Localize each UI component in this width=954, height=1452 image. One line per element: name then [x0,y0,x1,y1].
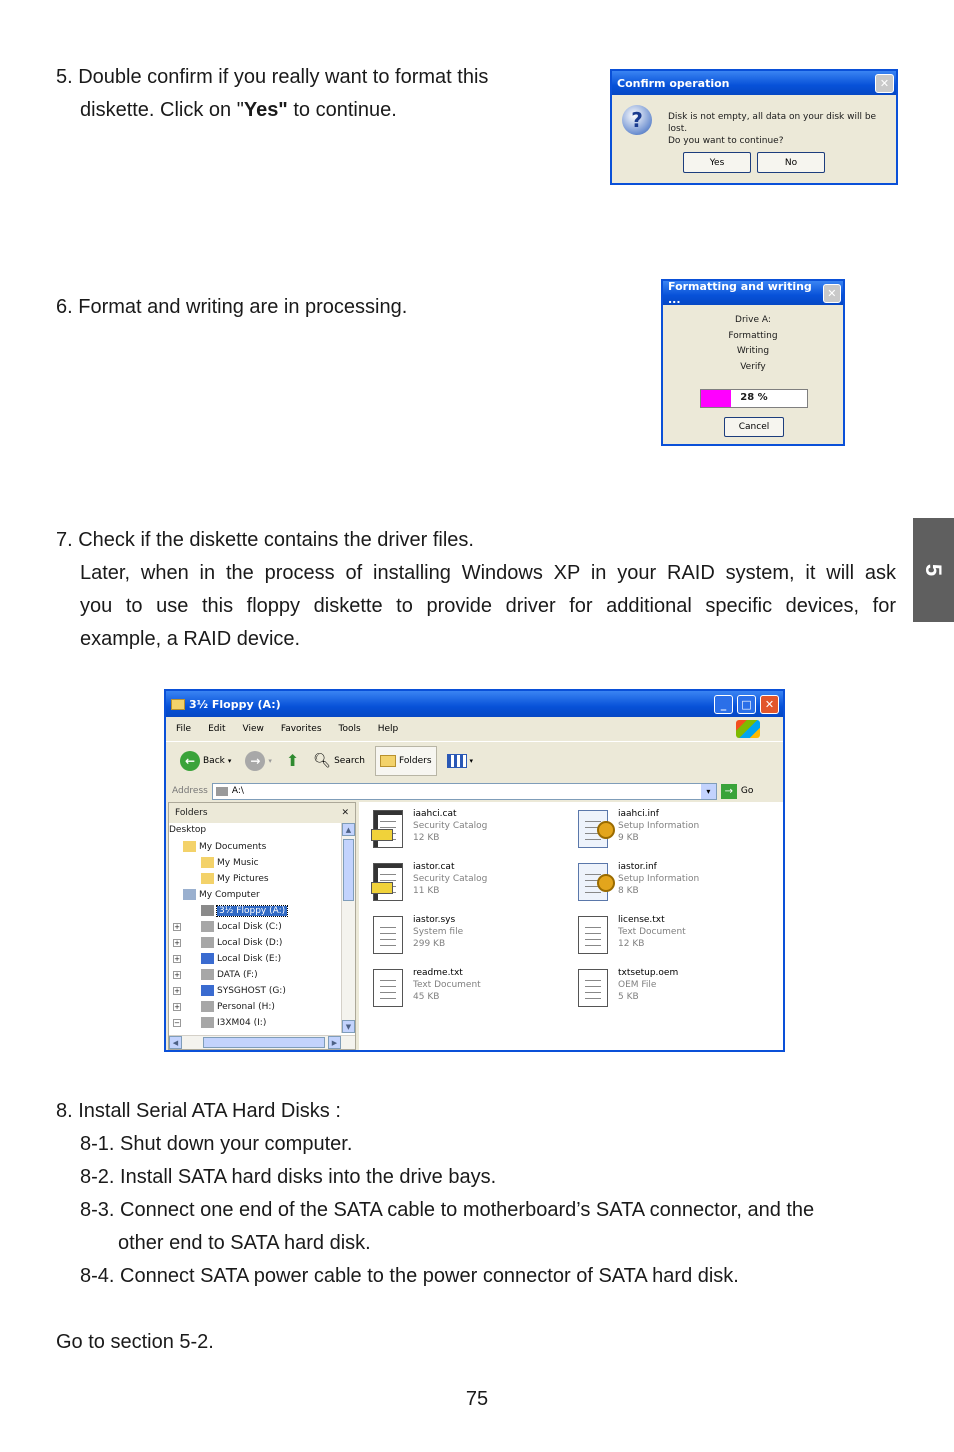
menu-help[interactable]: Help [377,724,399,734]
file-name: iaahci.inf [618,809,659,819]
expand-icon[interactable]: + [174,938,180,947]
step7-line4: example, a RAID device. [80,628,301,650]
up-folder-icon: ⬆ [285,751,300,770]
folders-pane-title: Folders [175,808,208,818]
scroll-right-icon[interactable]: ▶ [328,1036,341,1049]
drive-icon [201,1001,214,1012]
close-icon[interactable]: ✕ [875,74,894,93]
dialog-message-line2: Do you want to continue? [668,136,784,146]
text-file-icon [574,914,612,956]
forward-button[interactable] [241,746,276,776]
tree-item[interactable] [201,905,287,916]
text-file-icon [369,967,407,1009]
file-item[interactable] [369,967,481,1009]
file-size: 9 KB [618,833,639,843]
dialog-message-line1: Disk is not empty, all data on your disk will be lost. [668,112,877,134]
go-label[interactable]: Go [740,786,754,796]
file-item[interactable] [369,914,463,956]
file-type: Security Catalog [413,874,488,884]
address-bar [166,781,783,801]
status-writing: Writing [736,346,770,356]
tree-item-label: I3XM04 (I:) [217,1017,267,1028]
toolbar [166,741,783,779]
no-button[interactable]: No [757,152,825,173]
tree-item-label: My Music [217,857,259,868]
status-verify: Verify [740,361,766,372]
dropdown-arrow-icon: ▾ [469,756,474,765]
file-item[interactable] [574,914,686,956]
folders-pane [168,802,356,1050]
files-pane [359,802,783,1050]
tree-item[interactable] [201,857,259,868]
floppy-drive-icon [216,787,228,796]
back-button[interactable] [176,746,235,776]
question-icon: ? [622,105,652,135]
menu-tools[interactable]: Tools [338,724,361,734]
tree-item-label: My Computer [199,889,260,900]
tree-item[interactable] [201,873,269,884]
status-formatting: Formatting [728,330,778,341]
step7-line2: Later, when in the process of installing Windows XP in your RAID system, it will ask [80,562,896,584]
collapse-icon[interactable]: − [174,1018,180,1027]
drive-icon [201,1017,214,1028]
up-button[interactable] [282,746,303,776]
close-icon[interactable]: ✕ [823,284,841,303]
dialog-titlebar [612,71,896,95]
page-number: 75 [465,1388,489,1410]
file-type: Text Document [413,980,481,990]
dialog-titlebar [663,281,843,305]
file-size: 11 KB [413,886,440,896]
folders-icon [380,755,396,767]
file-item[interactable] [369,861,487,903]
forward-arrow-icon: → [245,751,265,771]
address-input[interactable] [212,783,717,800]
step8-line4: 8-3. Connect one end of the SATA cable to motherboard’s SATA connector, and the [80,1199,815,1221]
chapter-tab: 5 [913,518,954,622]
tree-item[interactable] [174,921,282,932]
catalog-file-icon [369,861,407,903]
dropdown-arrow-icon: ▾ [268,756,272,765]
tree-item-label: Desktop [169,825,207,835]
system-file-icon [369,914,407,956]
dropdown-arrow-icon: ▾ [227,756,232,765]
file-type: OEM File [618,980,657,990]
file-name: readme.txt [413,968,463,978]
file-type: Setup Information [618,874,700,884]
step7-line1: 7. Check if the diskette contains the driver files. [56,529,474,551]
drive-icon [201,921,214,932]
back-label: Back [203,755,225,766]
tree-item-label: Local Disk (C:) [217,921,282,932]
address-label: Address [172,786,208,796]
menu-favorites[interactable]: Favorites [280,724,322,734]
file-item[interactable] [574,861,699,903]
file-item[interactable] [369,808,487,850]
minimize-icon[interactable]: _ [714,695,733,714]
folder-icon [171,699,185,710]
dialog-title: Formatting and writing ... [668,280,812,306]
file-name: iastor.cat [413,862,455,872]
cancel-button[interactable]: Cancel [724,417,784,437]
folder-icon [183,841,196,852]
step5-line2: diskette. Click on "Yes" to continue. [80,99,397,121]
formatting-dialog [661,279,845,446]
file-item[interactable] [574,967,678,1009]
folder-tree [169,823,341,1033]
status-drive: Drive A: [735,315,771,325]
step8-line5: other end to SATA hard disk. [118,1232,371,1254]
tree-item-label: 3½ Floppy (A:) [219,905,286,916]
file-type: Security Catalog [413,821,488,831]
chevron-down-icon[interactable]: ▾ [701,784,716,799]
tree-item[interactable] [174,953,282,964]
search-button[interactable] [309,746,369,776]
tree-item[interactable] [174,969,258,980]
file-name: iaahci.cat [413,809,457,819]
menu-file[interactable]: File [176,724,192,734]
drive-icon [201,985,214,996]
file-size: 45 KB [413,992,440,1002]
window-title: 3½ Floppy (A:) [189,697,281,711]
expand-icon[interactable]: + [174,986,180,995]
catalog-file-icon [369,808,407,850]
vertical-scrollbar[interactable] [341,823,355,1033]
yes-button[interactable]: Yes [683,152,751,173]
file-type: Setup Information [618,821,700,831]
expand-icon[interactable]: + [174,1002,180,1011]
step8-line3: 8-2. Install SATA hard disks into the drive bays. [80,1166,497,1188]
explorer-titlebar [166,691,783,717]
folder-icon [201,857,214,868]
drive-icon [201,969,214,980]
expand-icon[interactable]: + [174,922,180,931]
scroll-thumb[interactable] [203,1037,325,1048]
tree-item-label: Local Disk (D:) [217,937,283,948]
setup-info-file-icon [574,861,612,903]
scroll-down-icon[interactable]: ▼ [342,1020,355,1033]
file-name: license.txt [618,915,665,925]
scroll-up-icon[interactable]: ▲ [342,823,355,836]
file-type: System file [413,927,464,937]
step8-line1: 8. Install Serial ATA Hard Disks : [56,1100,341,1122]
search-icon: 🔍︎ [313,752,332,769]
step7-line3: you to use this floppy diskette to provide driver for additional specific devices, for [80,595,896,617]
explorer-window [164,689,785,1052]
folder-icon [201,873,214,884]
tree-item-label: DATA (F:) [217,969,258,980]
folders-label: Folders [399,755,432,766]
file-size: 12 KB [413,833,440,843]
file-name: iastor.sys [413,915,456,925]
drive-icon [201,937,214,948]
file-size: 12 KB [618,939,645,949]
drive-icon [201,953,214,964]
file-item[interactable] [574,808,699,850]
views-icon [447,754,467,768]
tree-item-label: Local Disk (E:) [217,953,282,964]
confirm-operation-dialog [610,69,898,185]
progress-label: 28 % [740,392,768,403]
tree-item[interactable] [183,841,266,852]
tree-item[interactable] [169,825,206,835]
dialog-title: Confirm operation [617,76,730,90]
scroll-thumb[interactable] [343,839,354,901]
setup-info-file-icon [574,808,612,850]
computer-icon [183,889,196,900]
tree-item[interactable] [174,1001,275,1012]
scroll-left-icon[interactable]: ◀ [169,1036,182,1049]
tree-item[interactable] [174,985,286,996]
menu-view[interactable]: View [242,724,264,734]
address-value: A:\ [231,786,244,796]
step5-line1: 5. Double confirm if you really want to format this [56,66,489,88]
goto-section: Go to section 5-2. [56,1331,214,1353]
progress-bar [700,389,808,408]
go-arrow-icon[interactable]: → [721,784,737,799]
step6-text: 6. Format and writing are in processing. [56,296,408,318]
windows-logo-icon [736,720,760,738]
file-type: Text Document [618,927,686,937]
expand-icon[interactable]: + [174,954,180,963]
maximize-icon[interactable]: □ [737,695,756,714]
tree-item-label: Personal (H:) [217,1001,275,1012]
search-label: Search [334,755,365,766]
drive-icon [201,905,214,916]
horizontal-scrollbar[interactable] [169,1035,355,1049]
close-icon[interactable]: ✕ [341,808,349,818]
menu-edit[interactable]: Edit [208,724,226,734]
close-icon[interactable]: ✕ [760,695,779,714]
file-name: iastor.inf [618,862,657,872]
tree-item-label: My Pictures [217,873,269,884]
tree-item[interactable] [183,889,260,900]
file-size: 5 KB [618,992,639,1002]
folders-button[interactable] [375,746,437,776]
tree-item[interactable] [174,1017,267,1028]
oem-file-icon [574,967,612,1009]
back-arrow-icon: ← [180,751,200,771]
file-name: txtsetup.oem [618,968,679,978]
folders-pane-header [169,803,355,823]
step8-line6: 8-4. Connect SATA power cable to the power connector of SATA hard disk. [80,1265,739,1287]
tree-item[interactable] [174,937,283,948]
file-size: 299 KB [413,939,446,949]
tree-item-label: SYSGHOST (G:) [217,985,286,996]
step8-line2: 8-1. Shut down your computer. [80,1133,353,1155]
tree-item-label: My Documents [199,841,267,852]
file-size: 8 KB [618,886,639,896]
menu-bar [166,719,783,739]
expand-icon[interactable]: + [174,970,180,979]
views-button[interactable] [443,746,478,776]
